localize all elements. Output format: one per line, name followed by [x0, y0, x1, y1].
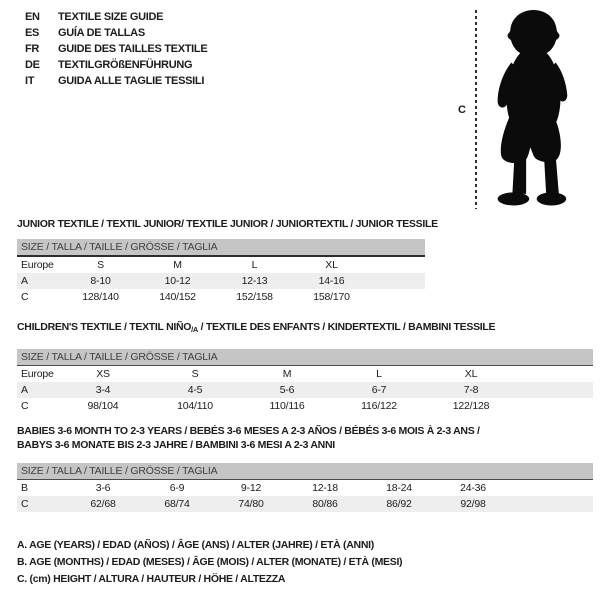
- cell: 122/128: [452, 400, 490, 412]
- filler-cell: [517, 382, 593, 398]
- junior-size-table: [17, 239, 425, 305]
- cell: 104/110: [177, 400, 213, 412]
- filler-cell: [370, 256, 425, 273]
- table-row: [17, 273, 425, 289]
- language-row-it: [25, 73, 207, 89]
- legend-line-c: C. (cm) HEIGHT / ALTURA / HAUTEUR / HÖHE / ALTEZZA: [17, 573, 286, 585]
- table-row: [17, 256, 425, 273]
- cell: 6-7: [333, 382, 425, 398]
- row-label: C: [21, 400, 29, 412]
- children-size-table: [17, 349, 593, 414]
- filler-cell: [517, 398, 593, 414]
- row-label: C: [17, 496, 66, 512]
- cell: 80/86: [288, 496, 362, 512]
- legend-line-a: A. AGE (YEARS) / EDAD (AÑOS) / ÂGE (ANS) / ALTER (JAHRE) / ETÀ (ANNI): [17, 539, 374, 551]
- filler-cell: [517, 366, 593, 383]
- height-measure-figure: [450, 6, 595, 212]
- junior-section-title: JUNIOR TEXTILE / TEXTIL JUNIOR/ TEXTILE JUNIOR / JUNIORTEXTIL / JUNIOR TESSILE: [17, 218, 438, 230]
- language-title: GUIDA ALLE TAGLIE TESSILI: [58, 75, 205, 87]
- children-title-post: / TEXTILE DES ENFANTS / KINDERTEXTIL / BAMBINI TESSILE: [198, 321, 496, 333]
- cell: 3-4: [57, 382, 149, 398]
- cell: M: [282, 368, 292, 380]
- children-section-title: [17, 320, 495, 337]
- filler-cell: [370, 289, 425, 305]
- children-title-sub: /A: [191, 325, 199, 334]
- table-row: [17, 382, 593, 398]
- row-label: C: [21, 291, 29, 303]
- language-code: IT: [25, 75, 35, 87]
- cell: 14-16: [293, 273, 370, 289]
- language-title: GUIDE DES TAILLES TEXTILE: [58, 43, 208, 55]
- cell: 6-9: [169, 482, 185, 494]
- cell: 152/158: [236, 291, 273, 303]
- cell: 74/80: [214, 496, 288, 512]
- cell: 4-5: [149, 382, 241, 398]
- cell: 12-13: [216, 273, 293, 289]
- cell: XS: [96, 368, 110, 380]
- cell: 8-10: [62, 273, 139, 289]
- language-code: EN: [25, 11, 40, 23]
- table-row: [17, 496, 593, 512]
- language-row-fr: [25, 41, 207, 57]
- row-label: Europe: [21, 368, 54, 380]
- cell: L: [251, 259, 258, 271]
- table-row: [17, 398, 593, 414]
- babies-title-line2: BABYS 3-6 MONATE BIS 2-3 JAHRE / BAMBINI 3-6 MESI A 2-3 ANNI: [17, 439, 335, 451]
- cell: 5-6: [241, 382, 333, 398]
- babies-size-table: [17, 463, 593, 512]
- size-header-row: [17, 463, 593, 480]
- cell: 9-12: [240, 482, 262, 494]
- language-code: DE: [25, 59, 40, 71]
- language-code: FR: [25, 43, 40, 55]
- cell: 18-24: [386, 482, 412, 494]
- language-code: ES: [25, 27, 40, 39]
- size-header-label: SIZE / TALLA / TAILLE / GRÖSSE / TAGLIA: [17, 239, 425, 256]
- cell: L: [376, 368, 382, 380]
- language-title: TEXTILE SIZE GUIDE: [58, 11, 164, 23]
- cell: 86/92: [362, 496, 436, 512]
- row-label: Europe: [21, 259, 54, 271]
- size-header-row: [17, 349, 593, 366]
- size-header-row: [17, 239, 425, 256]
- cell: S: [97, 259, 104, 271]
- language-row-es: [25, 25, 207, 41]
- baby-silhouette-icon: [486, 8, 581, 210]
- cell: 116/122: [361, 400, 397, 412]
- cell: 158/170: [313, 291, 350, 303]
- row-label: A: [17, 273, 62, 289]
- babies-title-line1: BABIES 3-6 MONTH TO 2-3 YEARS / BEBÉS 3-6 MESES A 2-3 AÑOS / BÉBÉS 3-6 MOIS À 2-3 ANS /: [17, 425, 480, 437]
- cell: 12-18: [312, 482, 338, 494]
- legend-line-b: B. AGE (MONTHS) / EDAD (MESES) / ÂGE (MOIS) / ALTER (MONATE) / ETÀ (MESI): [17, 556, 403, 568]
- cell: 68/74: [140, 496, 214, 512]
- children-title-pre: CHILDREN'S TEXTILE / TEXTIL NIÑO: [17, 321, 192, 333]
- cell: 7-8: [425, 382, 517, 398]
- cell: XL: [464, 368, 478, 380]
- measure-c-label: C: [458, 104, 466, 116]
- table-row: [17, 366, 593, 383]
- table-row: [17, 480, 593, 497]
- filler-cell: [510, 496, 593, 512]
- language-title: TEXTILGRÖßENFÜHRUNG: [58, 59, 193, 71]
- cell: 128/140: [82, 291, 119, 303]
- table-row: [17, 289, 425, 305]
- language-row-en: [25, 9, 207, 25]
- cell: 3-6: [95, 482, 111, 494]
- size-header-label: SIZE / TALLA / TAILLE / GRÖSSE / TAGLIA: [17, 463, 593, 480]
- cell: S: [191, 368, 199, 380]
- language-list: [25, 9, 207, 89]
- cell: 10-12: [139, 273, 216, 289]
- cell: 62/68: [66, 496, 140, 512]
- filler-cell: [510, 480, 593, 497]
- cell: 140/152: [159, 291, 196, 303]
- cell: 92/98: [436, 496, 510, 512]
- row-label: A: [17, 382, 57, 398]
- measurement-legend: [17, 537, 402, 588]
- cell: 110/116: [269, 400, 305, 412]
- cell: 24-36: [460, 482, 486, 494]
- language-row-de: [25, 57, 207, 73]
- size-header-label: SIZE / TALLA / TAILLE / GRÖSSE / TAGLIA: [17, 349, 593, 366]
- cell: M: [173, 259, 182, 271]
- cell: XL: [325, 259, 338, 271]
- language-title: GUÍA DE TALLAS: [58, 27, 145, 39]
- filler-cell: [370, 273, 425, 289]
- cell: 98/104: [87, 400, 119, 412]
- babies-section-title: [17, 424, 480, 452]
- height-dotted-line: [475, 10, 477, 209]
- row-label: B: [21, 482, 28, 494]
